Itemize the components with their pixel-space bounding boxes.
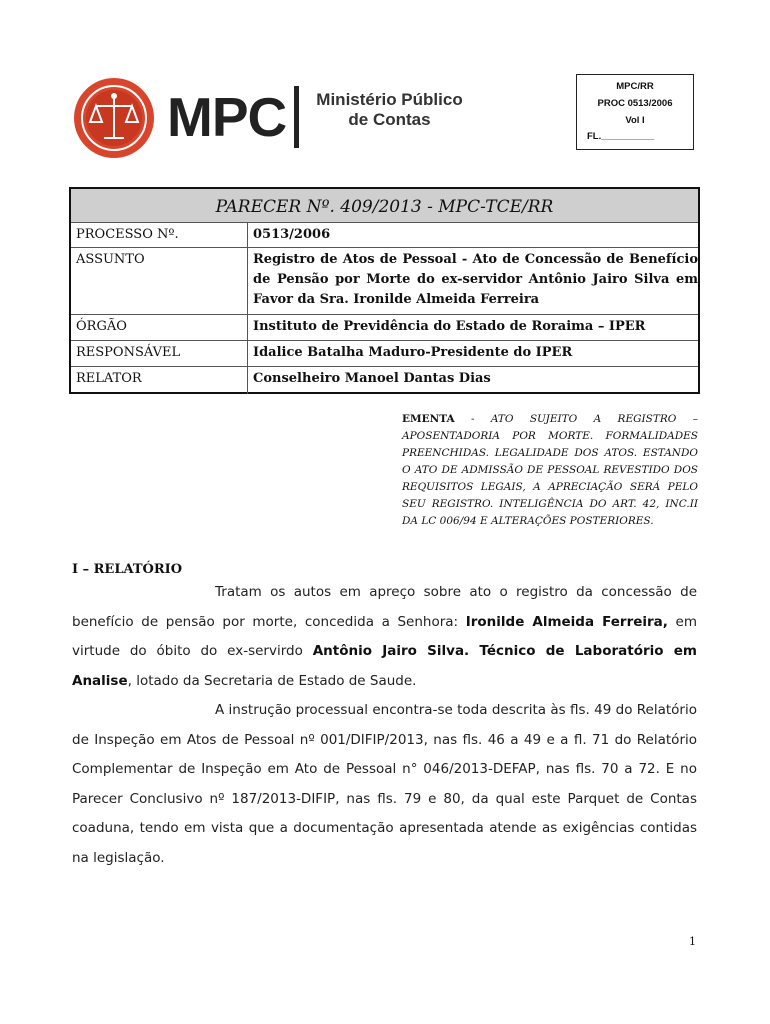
p1-text-2: em virtude do óbito do ex-servirdo xyxy=(72,613,697,659)
stamp-line2: PROC 0513/2006 xyxy=(597,98,673,109)
logo-divider xyxy=(294,86,299,148)
ementa-lead: EMENTA xyxy=(402,413,455,425)
stamp-line3: Vol I xyxy=(625,115,645,126)
parecer-table xyxy=(69,187,700,394)
row-label-responsavel: RESPONSÁVEL xyxy=(76,345,181,360)
row-divider xyxy=(71,340,698,341)
stamp-line4: FL.__________ xyxy=(587,131,655,142)
logo-institution-name xyxy=(302,90,477,130)
row-label-orgao: ÓRGÃO xyxy=(76,319,127,334)
paragraph-1 xyxy=(72,578,697,696)
column-divider xyxy=(247,222,248,394)
mpc-logo xyxy=(72,76,472,160)
ementa-block xyxy=(402,411,698,530)
parecer-title: PARECER Nº. 409/2013 - MPC-TCE/RR xyxy=(71,189,698,222)
logo-brand: MPC xyxy=(167,86,287,148)
row-divider xyxy=(71,247,698,248)
page-number: 1 xyxy=(689,935,696,948)
process-stamp xyxy=(576,74,694,150)
stamp-line1: MPC/RR xyxy=(616,81,654,92)
row-value-relator: Conselheiro Manoel Dantas Dias xyxy=(253,371,491,386)
logo-name-line1: Ministério Público xyxy=(316,90,463,109)
row-divider xyxy=(71,314,698,315)
section-title: I – RELATÓRIO xyxy=(72,562,183,577)
row-value-processo: 0513/2006 xyxy=(253,227,331,242)
scales-of-justice-seal-icon xyxy=(72,76,156,160)
p1-bold-1: Ironilde Almeida Ferreira, xyxy=(465,613,668,630)
row-divider xyxy=(71,222,698,223)
p1-bold-2: Antônio Jairo Silva. Técnico de Laboratório em Analise xyxy=(72,643,697,689)
row-value-assunto: Registro de Atos de Pessoal - Ato de Concessão de Benefício de Pensão por Morte do ex-servidor Antônio Jairo Silva em Favor da Sra. Ironilde Almeida Ferreira xyxy=(253,252,698,307)
row-value-orgao: Instituto de Previdência do Estado de Roraima – IPER xyxy=(253,319,646,334)
row-label-relator: RELATOR xyxy=(76,371,142,386)
row-value-responsavel: Idalice Batalha Maduro-Presidente do IPER xyxy=(253,345,573,360)
ementa-text: - ATO SUJEITO A REGISTRO – APOSENTADORIA POR MORTE. FORMALIDADES PREENCHIDAS. LEGALIDADE DOS ATOS. ESTANDO O ATO DE ADMISSÃO DE PESSOAL REVESTIDO DOS REQUISITOS LEGAIS, A APRECIAÇÃO SERÁ PELO SEU REGISTRO. INTELIGÊNCIA DO ART. 42, INC.II DA LC 006/94 E ALTERAÇÕES POSTERIORES. xyxy=(402,413,698,527)
p1-text-1: Tratam os autos em apreço sobre ato o registro da concessão de benefício de pensão por morte, concedida a Senhora: xyxy=(72,584,697,630)
row-divider xyxy=(71,366,698,367)
paragraph-2: A instrução processual encontra-se toda descrita às fls. 49 do Relatório de Inspeção em Atos de Pessoal nº 001/DIFIP/2013, nas fls. 46 a 49 e a fl. 71 do Relatório Complementar de Inspeção em Ato de Pessoal n° 046/2013-DEFAP, nas fls. 70 a 72. E no Parecer Conclusivo nº 187/2013-DIFIP, nas fls. 79 e 80, da qual este Parquet de Contas coaduna, tendo em vista que a documentação apresentada atende as exigências contidas na legislação. xyxy=(72,702,697,866)
row-label-assunto: ASSUNTO xyxy=(76,252,145,267)
row-label-processo: PROCESSO Nº. xyxy=(76,227,179,242)
p1-text-3: , lotado da Secretaria de Estado de Saude. xyxy=(127,672,417,689)
logo-name-line2: de Contas xyxy=(348,110,431,129)
